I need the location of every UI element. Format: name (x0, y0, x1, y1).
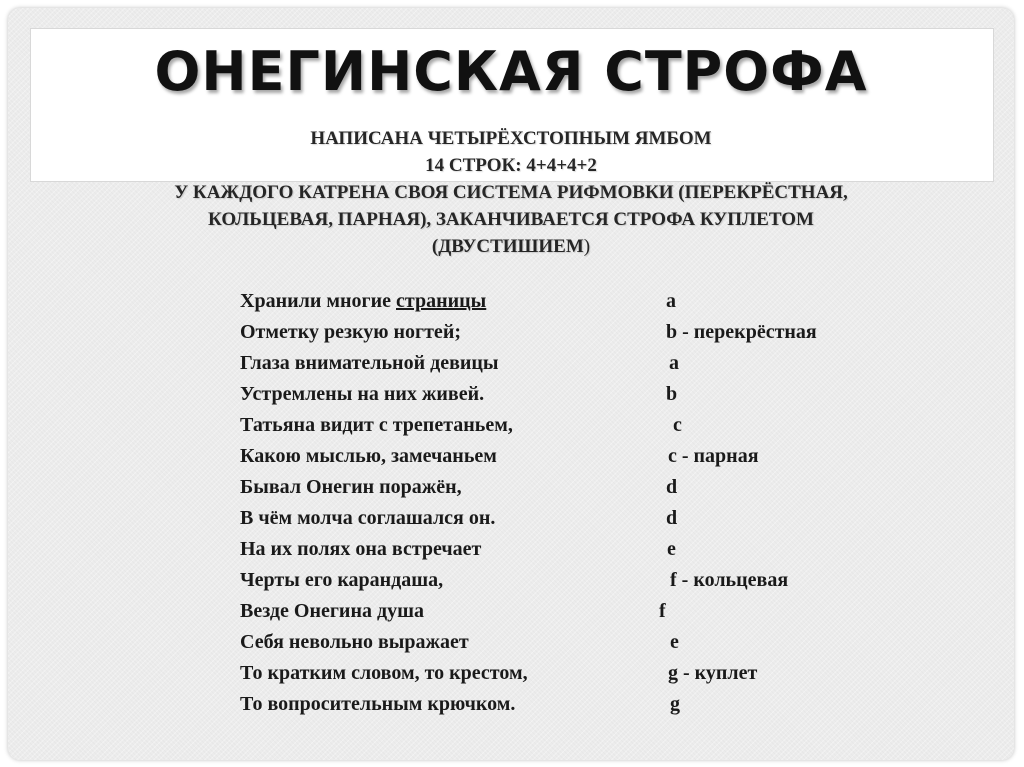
slide-subtitle (68, 125, 954, 260)
poem (240, 286, 880, 720)
subtitle-line: КОЛЬЦЕВАЯ, ПАРНАЯ), ЗАКАНЧИВАЕТСЯ СТРОФА КУПЛЕТОМ (208, 209, 814, 230)
rhyme-label: f - кольцевая (670, 569, 789, 591)
rhyme-label: e (670, 631, 679, 653)
rhyme-label: a (669, 352, 679, 374)
rhyme-label: d (666, 507, 678, 529)
verse-text: Устремлены на них живей. (240, 383, 485, 405)
poem-line (240, 596, 880, 627)
slide-title: ОНЕГИНСКАЯ СТРОФА (154, 40, 868, 103)
rhyme-label: a (666, 290, 676, 312)
rhyme-label: g - куплет (668, 662, 758, 684)
rhyme-label: c (673, 414, 682, 436)
subtitle-close-paren: ) (583, 236, 591, 257)
verse-text (240, 286, 486, 317)
verse-text: Черты его карандаша, (240, 569, 444, 591)
poem-line (240, 441, 880, 472)
verse-text: Татьяна видит с трепетаньем, (240, 414, 513, 436)
verse-underlined-word: страницы (396, 290, 487, 312)
poem-line (240, 379, 880, 410)
verse-text: Глаза внимательной девицы (240, 352, 499, 374)
poem-line (240, 534, 880, 565)
rhyme-label: f (659, 600, 666, 622)
subtitle-text: (ДВУСТИШИЕМ (431, 236, 584, 257)
poem-line (240, 410, 880, 441)
poem-line (240, 627, 880, 658)
poem-line (240, 689, 880, 720)
rhyme-label: e (667, 538, 676, 560)
verse-text: На их полях она встречает (240, 538, 482, 560)
poem-line (240, 658, 880, 689)
poem-line (240, 503, 880, 534)
poem-line (240, 317, 880, 348)
poem-line (240, 348, 880, 379)
verse-text: То вопросительным крючком. (240, 693, 516, 715)
poem-line (240, 286, 880, 317)
verse-text: Отметку резкую ногтей; (240, 321, 461, 343)
verse-text: Какою мыслью, замечаньем (240, 445, 497, 467)
subtitle-line: НАПИСАНА ЧЕТЫРЁХСТОПНЫМ ЯМБОМ (310, 128, 712, 149)
poem-line (240, 472, 880, 503)
subtitle-line: У КАЖДОГО КАТРЕНА СВОЯ СИСТЕМА РИФМОВКИ (ПЕРЕКРЁСТНАЯ, (174, 182, 848, 203)
rhyme-label: c - парная (668, 445, 759, 467)
verse-text: Бывал Онегин поражён, (240, 476, 462, 498)
verse-text: Везде Онегина душа (240, 600, 424, 622)
rhyme-label: d (666, 476, 678, 498)
poem-line (240, 565, 880, 596)
rhyme-label: b (666, 383, 678, 405)
verse-text: То кратким словом, то крестом, (240, 662, 528, 684)
verse-text-start: Хранили многие (240, 290, 396, 312)
subtitle-line: 14 СТРОК: 4+4+4+2 (425, 155, 597, 176)
subtitle-line-last (68, 233, 954, 260)
verse-text: В чём молча соглашался он. (240, 507, 496, 529)
rhyme-label: b - перекрёстная (666, 321, 817, 343)
slide (8, 8, 1014, 760)
rhyme-label: g (670, 693, 680, 715)
verse-text: Себя невольно выражает (240, 631, 469, 653)
